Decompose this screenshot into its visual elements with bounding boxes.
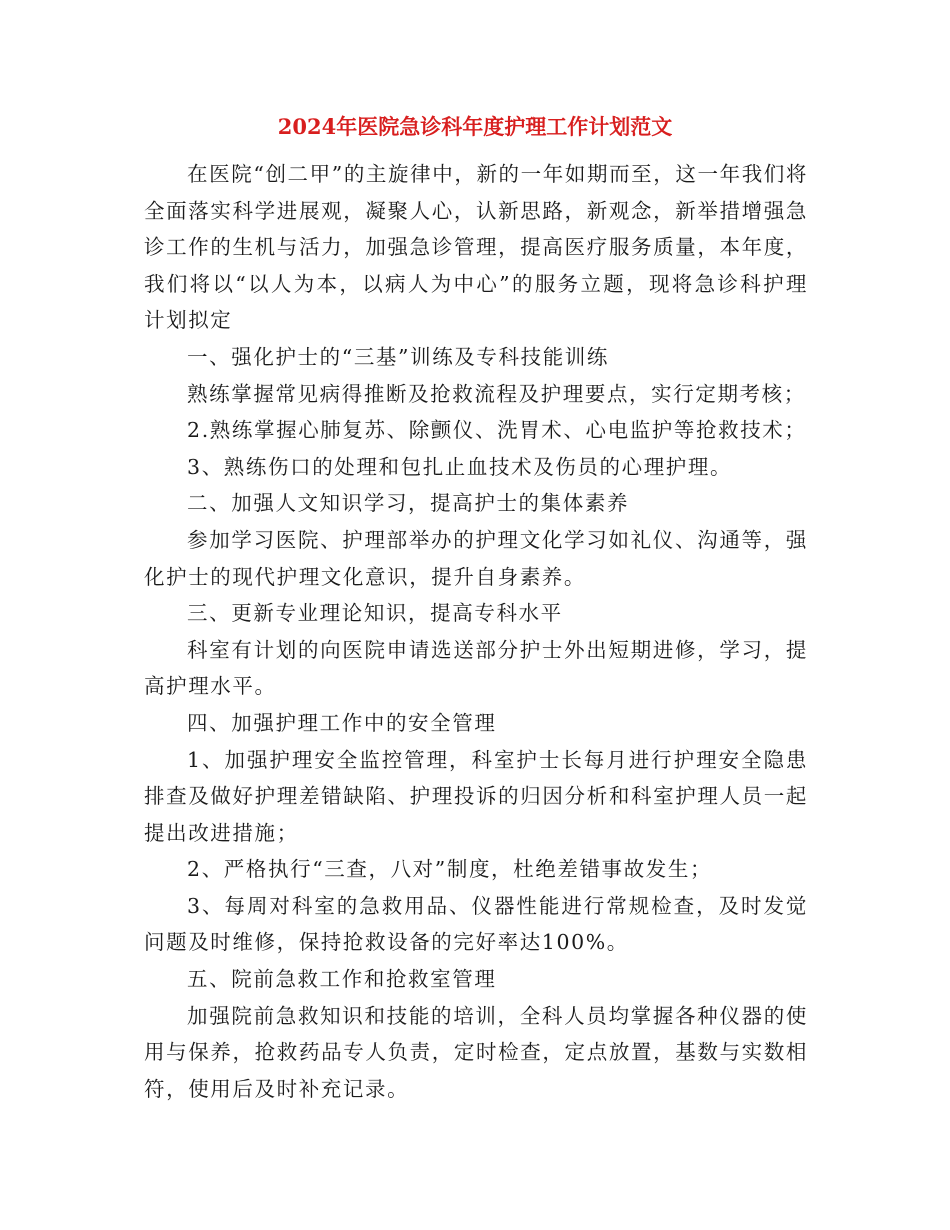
section-heading-5: 五、院前急救工作和抢救室管理: [187, 967, 497, 992]
intro-paragraph: 在医院“创二甲”的主旋律中，新的一年如期而至，这一年我们将全面落实科学进展观，凝聚人心，认新思路，新观念，新举措增强急诊工作的生机与活力，加强急诊管理，提高医疗服务质量，本年度，我们将以“以人为本，以病人为中心”的服务立题，现将急诊科护理计划拟定: [144, 162, 808, 333]
section-heading-2: 二、加强人文知识学习，提高护士的集体素养: [187, 491, 630, 516]
document-title: 2024年医院急诊科年度护理工作计划范文: [277, 114, 673, 139]
section-heading-4: 四、加强护理工作中的安全管理: [187, 710, 497, 735]
paragraph-2-1: 参加学习医院、护理部举办的护理文化学习如礼仪、沟通等，强化护士的现代护理文化意识，提升自身素养。: [144, 527, 808, 589]
paragraph-4-3: 3、每周对科室的急救用品、仪器性能进行常规检查，及时发觉问题及时维修，保持抢救设备的完好率达100%。: [144, 893, 808, 955]
paragraph-1-2: 2.熟练掌握心肺复苏、除颤仪、洗胃术、心电监护等抢救技术；: [187, 418, 807, 443]
paragraph-1-3: 3、熟练伤口的处理和包扎止血技术及伤员的心理护理。: [187, 454, 733, 479]
paragraph-5-1: 加强院前急救知识和技能的培训，全科人员均掌握各种仪器的使用与保养，抢救药品专人负责，定时检查，定点放置，基数与实数相符，使用后及时补充记录。: [144, 1003, 808, 1101]
document-body: [144, 156, 808, 1107]
paragraph-3-1: 科室有计划的向医院申请选送部分护士外出短期进修，学习，提高护理水平。: [144, 637, 808, 699]
paragraph-1-1: 熟练掌握常见病得推断及抢救流程及护理要点，实行定期考核；: [187, 381, 806, 406]
paragraph-4-1: 1、加强护理安全监控管理，科室护士长每月进行护理安全隐患排查及做好护理差错缺陷、护理投诉的归因分析和科室护理人员一起提出改进措施；: [144, 747, 808, 845]
paragraph-4-2: 2、严格执行“三查，八对”制度，杜绝差错事故发生；: [187, 857, 713, 882]
section-heading-3: 三、更新专业理论知识，提高专科水平: [187, 601, 563, 626]
section-heading-1: 一、强化护士的“三基”训练及专科技能训练: [187, 344, 610, 369]
